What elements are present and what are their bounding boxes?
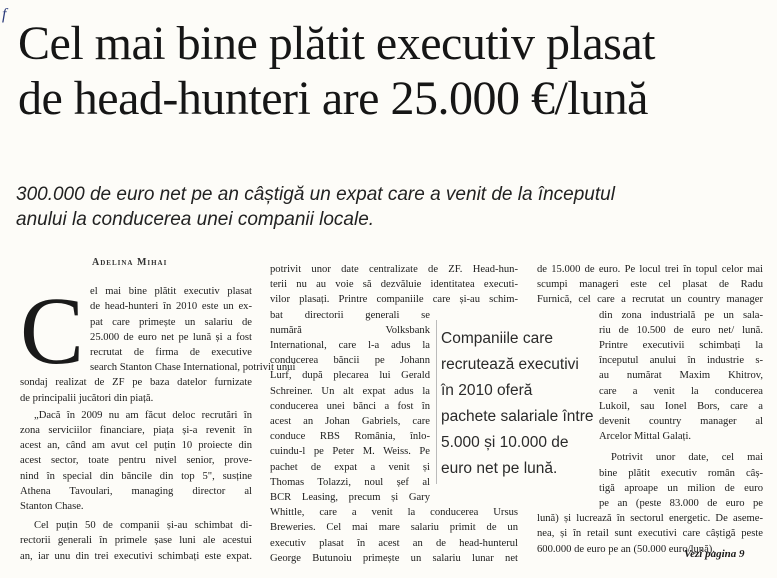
text-line: executiv plasat în acest an de head-hunterul <box>270 537 518 549</box>
text-line: care a venit la conducerea <box>599 385 763 397</box>
text-line: terii nu au voie să dezvăluie identitatea executi- <box>270 279 518 291</box>
drop-cap: C <box>20 277 85 385</box>
text-line: din zona industrială pe un sala- <box>599 309 763 321</box>
text-line: Lurf, după plecarea lui Gerald <box>270 370 430 382</box>
text-line: Schreiner. Un alt expat adus la <box>270 385 430 397</box>
text-line: pe an (peste 83.000 de euro pe <box>599 498 763 510</box>
pull-quote-line: recrutează executivi <box>441 356 579 373</box>
article-column-1 <box>20 255 296 564</box>
text-line: riu de 10.500 de euro net/ lună. <box>599 324 763 336</box>
text-line: recrutat de firma de executive <box>90 347 252 359</box>
text-line: devenit country manager al <box>599 416 763 428</box>
text-line: sondaj realizat de ZF pe baza datelor furnizate <box>20 377 252 389</box>
byline: Adelina Mihai <box>92 257 168 268</box>
article-headline <box>18 16 768 126</box>
text-line: 600.000 de euro pe an (50.000 euro/lună). <box>537 543 715 555</box>
pull-quote-line: Companiile care <box>441 330 553 347</box>
text-line: an, iar unu din trei executivi schimbați este expat. <box>20 550 252 562</box>
text-line: nea, și în retail sunt executivi care câștigă peste <box>537 528 763 540</box>
text-line: conducerea unei bănci a fost în <box>270 400 430 412</box>
text-line: au numărat Maxim Khitrov, <box>599 370 763 382</box>
continued-on-page: Vezi pagina 9 <box>684 548 745 560</box>
margin-mark: f <box>2 6 7 23</box>
text-line: Printre executivii schimbați la <box>599 340 763 352</box>
pull-quote-line: 5.000 și 10.000 de <box>441 434 569 451</box>
text-line: Thomas Tolazzi, noul șef al <box>270 476 430 488</box>
text-line: pat care primește un salariu de <box>90 316 252 328</box>
text-line: el mai bine plătit executiv plasat <box>90 286 252 298</box>
text-line: acest an Johan Gabriels, care <box>270 416 430 428</box>
text-line: bine plătit executiv român câș- <box>599 467 763 479</box>
text-line: pachet de expat a venit și <box>270 461 430 473</box>
text-line: 25.000 de euro net pe lună și a fost <box>90 331 252 343</box>
text-line: BCR Leasing, precum și Gary <box>270 492 430 504</box>
text-line: vilor plasați. Printre companiile care și-au schim- <box>270 294 518 306</box>
text-line: conducerea băncii pe Johann <box>270 355 430 367</box>
text-line: de head-hunteri în 2010 este un ex- <box>90 301 252 313</box>
text-line: acest sector, toate pentru nivel senior, prove- <box>20 455 252 467</box>
text-line: de principalii jucători din piață. <box>20 392 154 404</box>
text-line: Potrivit unor date, cel mai <box>611 452 763 464</box>
headline-line: de head-hunteri are 25.000 €/lună <box>18 72 648 125</box>
paragraph <box>20 518 252 564</box>
text-line: Lukoil, sau Ionel Bors, care a <box>599 400 763 412</box>
paragraph <box>20 408 252 514</box>
text-line: International, care l-a adus la <box>270 340 430 352</box>
text-line: George Butunoiu primește un salariu lunar net <box>270 552 518 564</box>
text-line: bat directorii generali se <box>270 309 430 321</box>
text-line: „Dacă în 2009 nu am făcut deloc recrutări în <box>34 409 252 421</box>
headline-line: Cel mai bine plătit executiv plasat <box>18 17 655 70</box>
text-line: numără Volksbank <box>270 324 430 336</box>
text-line: conduce RBS România, înlo- <box>270 431 430 443</box>
text-line: Cel puțin 50 de companii și-au schimbat di- <box>34 520 252 532</box>
text-line: Whittle, care a venit la conducerea Ursus <box>270 507 518 519</box>
text-line: zona serviciilor financiare, piața și-a revenit în <box>20 425 252 437</box>
text-line: Furnică, cel care a recrutat un country manager <box>537 294 763 306</box>
text-line: Athena Tavoulari, managing director al <box>20 485 252 497</box>
article-lead <box>16 182 766 232</box>
text-line: nind în special din băncile din top 5", susține <box>20 470 252 482</box>
text-line: acest an, când am avut cel puțin 10 proiecte din <box>20 440 252 452</box>
pull-quote-line: euro net pe lună. <box>441 460 558 477</box>
pull-quote <box>436 320 594 484</box>
lead-line: 300.000 de euro net pe an câștigă un expat care a venit de la începutul <box>16 184 615 205</box>
text-line: cuindu-l pe Peter M. Weiss. Pe <box>270 446 430 458</box>
text-line: scumpi manageri este cel plasat de Radu <box>537 279 763 291</box>
text-line: începutul anului în industrie s- <box>599 355 763 367</box>
pull-quote-line: în 2010 oferă <box>441 382 533 399</box>
text-line: Stanton Chase. <box>20 501 84 513</box>
text-line: tigă aproape un milion de euro <box>599 482 763 494</box>
pull-quote-line: pachete salariale între <box>441 408 594 425</box>
text-line: lună) și lucrează în sectorul energetic. De aseme- <box>537 513 763 525</box>
text-line: potrivit unor date centralizate de ZF. Head-hun- <box>270 264 518 275</box>
text-line: Arcelor Mittal Galați. <box>599 431 692 443</box>
text-line: de 15.000 de euro. Pe locul trei în topul celor mai <box>537 264 763 275</box>
text-line: Breweries. Cel mai mare salariu primit de un <box>270 522 518 534</box>
text-line: search Stanton Chase International, potrivit unui <box>90 362 296 374</box>
lead-line: anului la conducerea unei companii locale. <box>16 209 375 230</box>
text-line: rectorii generali în primele șase luni ale acestui <box>20 535 252 547</box>
